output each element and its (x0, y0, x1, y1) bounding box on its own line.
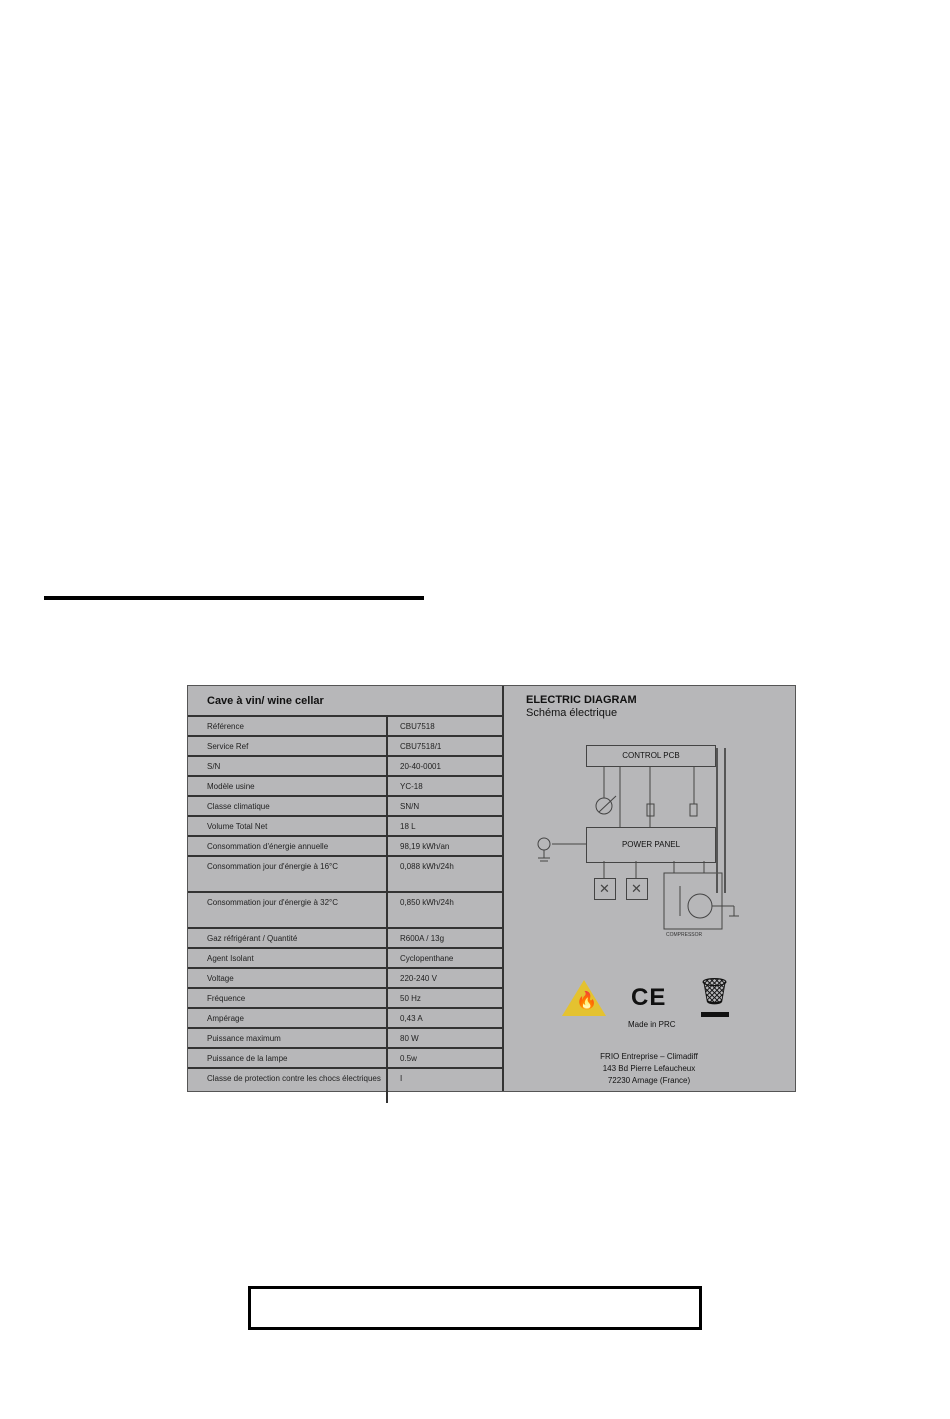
spec-row (188, 1068, 502, 1103)
spec-value: 0.5w (387, 1048, 502, 1068)
spec-value: CBU7518 (387, 717, 502, 736)
spec-value: 98,19 kWh/an (387, 836, 502, 856)
plate-title: Cave à vin/ wine cellar (188, 686, 502, 717)
spec-label: Fréquence (188, 988, 387, 1008)
spec-label: Volume Total Net (188, 816, 387, 836)
pcb-connector (716, 748, 726, 893)
spec-value: 0,088 kWh/24h (387, 856, 502, 892)
spec-row (188, 856, 502, 892)
spec-label: Ampérage (188, 1008, 387, 1028)
spec-value: 0,850 kWh/24h (387, 892, 502, 928)
spec-value: YC-18 (387, 776, 502, 796)
fan-icon (626, 878, 648, 900)
diagram-title: ELECTRIC DIAGRAM (526, 694, 637, 706)
spec-label: Puissance de la lampe (188, 1048, 387, 1068)
spec-value: 18 L (387, 816, 502, 836)
spec-row (188, 717, 502, 736)
spec-row (188, 776, 502, 796)
spec-label: Consommation jour d'énergie à 16°C (188, 856, 387, 892)
spec-row (188, 892, 502, 928)
electric-diagram-panel (504, 686, 795, 1091)
rating-plate (187, 685, 796, 1092)
flame-icon: 🔥 (576, 991, 598, 1010)
spec-value: Cyclopenthane (387, 948, 502, 968)
diagram-subtitle: Schéma électrique (526, 707, 618, 719)
made-in-label: Made in PRC (628, 1020, 676, 1029)
spec-label: Agent Isolant (188, 948, 387, 968)
spec-value: 220-240 V (387, 968, 502, 988)
spec-row (188, 988, 502, 1008)
spec-value: SN/N (387, 796, 502, 816)
spec-row (188, 816, 502, 836)
spec-value: 50 Hz (387, 988, 502, 1008)
spec-value: CBU7518/1 (387, 736, 502, 756)
spec-value: 0,43 A (387, 1008, 502, 1028)
spec-row (188, 948, 502, 968)
spec-label: Modèle usine (188, 776, 387, 796)
fan-icon (594, 878, 616, 900)
spec-row (188, 836, 502, 856)
spec-row (188, 1008, 502, 1028)
power-panel-box: POWER PANEL (586, 827, 716, 863)
spec-label: Classe climatique (188, 796, 387, 816)
empty-frame-box (248, 1286, 702, 1330)
spec-row (188, 796, 502, 816)
spec-label: Service Ref (188, 736, 387, 756)
spec-label: Consommation d'énergie annuelle (188, 836, 387, 856)
spec-label: Voltage (188, 968, 387, 988)
compressor-label: COMPRESSOR (666, 932, 703, 938)
address-line: 143 Bd Pierre Lefaucheux (602, 1064, 696, 1073)
horizontal-rule (44, 596, 424, 600)
spec-label: Gaz réfrigérant / Quantité (188, 928, 387, 948)
address-line: FRIO Entreprise – Climadiff (600, 1052, 698, 1061)
spec-row (188, 736, 502, 756)
spec-table (188, 717, 502, 1103)
weee-bin-icon: 🗑 (698, 976, 732, 1006)
spec-label: S/N (188, 756, 387, 776)
spec-value: 80 W (387, 1028, 502, 1048)
manufacturer-address (564, 1051, 734, 1087)
spec-label: Puissance maximum (188, 1028, 387, 1048)
spec-row (188, 968, 502, 988)
spec-label: Consommation jour d'énergie à 32°C (188, 892, 387, 928)
spec-row (188, 1048, 502, 1068)
control-pcb-box: CONTROL PCB (586, 745, 716, 767)
address-line: 72230 Arnage (France) (607, 1076, 691, 1085)
weee-bar (701, 1012, 729, 1017)
spec-value: 20-40-0001 (387, 756, 502, 776)
spec-row (188, 756, 502, 776)
spec-row (188, 928, 502, 948)
spec-value: R600A / 13g (387, 928, 502, 948)
ce-mark: CE (631, 984, 667, 1011)
wiring-diagram (504, 686, 795, 956)
spec-label: Classe de protection contre les chocs électriques (207, 1074, 381, 1083)
spec-row (188, 1028, 502, 1048)
spec-table-panel (188, 686, 504, 1091)
spec-value: I (387, 1068, 502, 1103)
spec-label: Référence (188, 717, 387, 736)
